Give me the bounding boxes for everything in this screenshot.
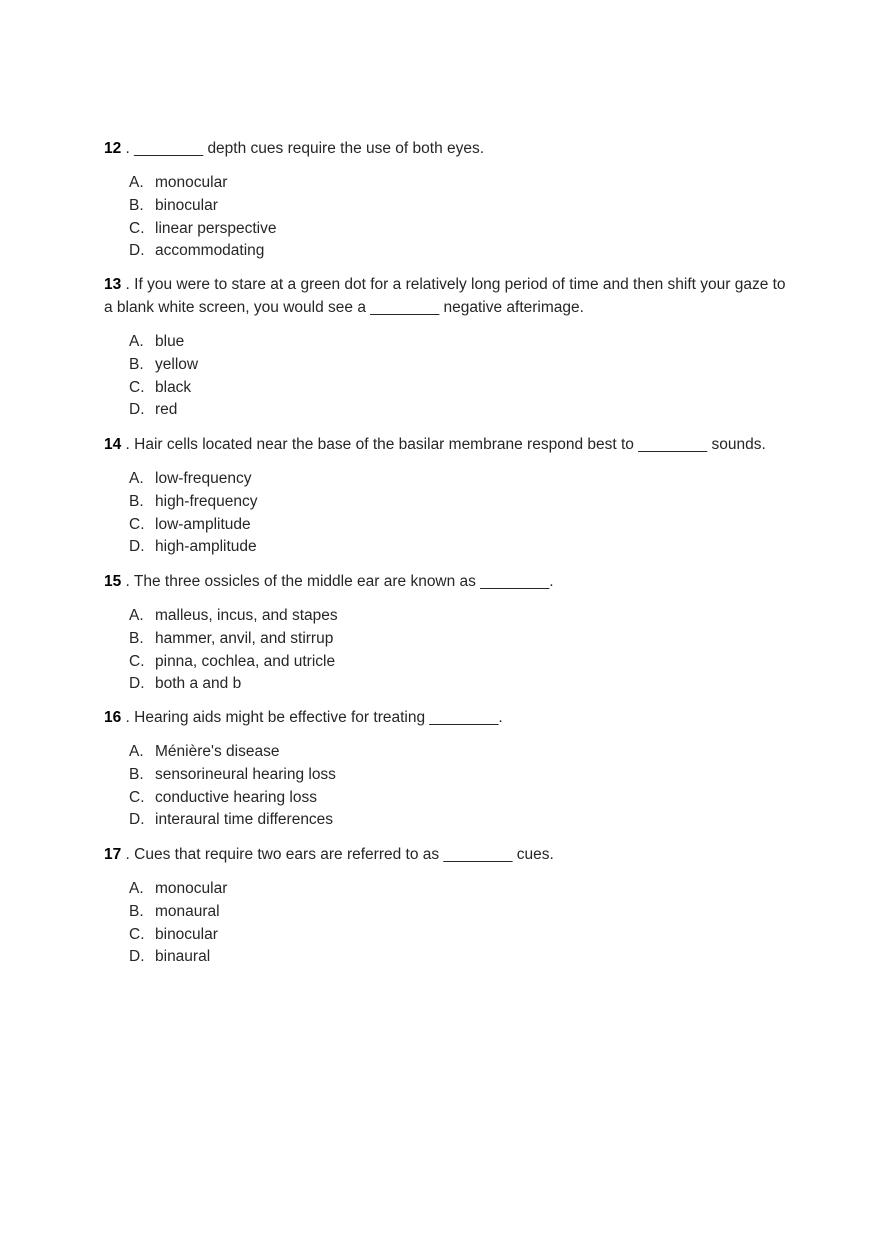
answer-option <box>129 605 794 628</box>
option-text: high-amplitude <box>155 538 257 556</box>
answer-option <box>129 514 794 537</box>
question-stem <box>104 706 794 729</box>
answer-option <box>129 924 794 947</box>
question-stem <box>104 433 794 456</box>
answer-options <box>104 741 794 832</box>
option-letter: C. <box>129 515 145 533</box>
question-15 <box>104 570 794 696</box>
answer-option <box>129 946 794 969</box>
option-text: hammer, anvil, and stirrup <box>155 629 334 647</box>
option-letter: A. <box>129 470 144 487</box>
option-letter: C. <box>129 925 145 943</box>
option-text: binaural <box>155 948 211 966</box>
question-stem <box>104 137 794 160</box>
answer-option <box>129 651 794 674</box>
question-text: Cues that require two ears are referred to as ________ cues. <box>134 846 554 863</box>
question-stem <box>104 570 794 593</box>
question-separator: . <box>121 436 135 453</box>
option-text: red <box>155 401 178 419</box>
question-number: 12 <box>104 140 122 157</box>
answer-option <box>129 195 794 218</box>
answer-option <box>129 809 794 832</box>
question-separator: . <box>121 846 135 863</box>
answer-option <box>129 491 794 514</box>
option-letter: C. <box>129 788 145 806</box>
question-number: 17 <box>104 846 122 863</box>
option-text: yellow <box>155 355 199 373</box>
answer-option <box>129 399 794 422</box>
question-separator: . <box>121 276 135 293</box>
question-separator: . <box>121 709 135 726</box>
answer-option <box>129 673 794 696</box>
option-letter: D. <box>129 675 145 693</box>
option-text: conductive hearing loss <box>155 788 317 806</box>
answer-option <box>129 764 794 787</box>
question-16 <box>104 706 794 832</box>
option-text: accommodating <box>155 242 265 260</box>
option-letter: A. <box>129 880 144 897</box>
option-letter: D. <box>129 948 145 966</box>
answer-option <box>129 878 794 901</box>
question-text: Hearing aids might be effective for treating ________. <box>134 709 503 726</box>
option-text: monocular <box>155 880 228 897</box>
answer-option <box>129 468 794 491</box>
question-number: 13 <box>104 276 122 293</box>
answer-options <box>104 605 794 696</box>
question-separator: . <box>121 573 134 590</box>
option-letter: D. <box>129 538 145 556</box>
option-text: both a and b <box>155 675 242 693</box>
option-text: high-frequency <box>155 492 258 510</box>
option-letter: B. <box>129 902 144 920</box>
option-text: binocular <box>155 196 218 214</box>
option-text: low-amplitude <box>155 515 251 533</box>
option-letter: B. <box>129 492 144 510</box>
option-letter: A. <box>129 174 144 191</box>
answer-option <box>129 741 794 764</box>
option-letter: C. <box>129 378 145 396</box>
option-text: blue <box>155 333 185 350</box>
option-letter: D. <box>129 811 145 829</box>
answer-options <box>104 878 794 969</box>
option-text: monocular <box>155 174 228 191</box>
option-letter: D. <box>129 401 145 419</box>
option-letter: B. <box>129 355 144 373</box>
question-13 <box>104 273 794 422</box>
option-text: sensorineural hearing loss <box>155 765 336 783</box>
question-text: If you were to stare at a green dot for a relatively long period of time and then shift your gaze to a blank white screen, you would see a ________ negative afterimage. <box>104 276 786 316</box>
question-text: The three ossicles of the middle ear are known as ________. <box>133 573 554 590</box>
option-letter: A. <box>129 607 144 624</box>
question-stem <box>104 273 794 319</box>
question-12 <box>104 137 794 263</box>
option-letter: C. <box>129 652 145 670</box>
answer-option <box>129 536 794 559</box>
option-text: linear perspective <box>155 219 277 237</box>
option-letter: B. <box>129 765 144 783</box>
question-14 <box>104 433 794 559</box>
option-letter: C. <box>129 219 145 237</box>
option-text: pinna, cochlea, and utricle <box>155 652 336 670</box>
option-letter: B. <box>129 629 144 647</box>
question-number: 14 <box>104 436 122 453</box>
answer-option <box>129 172 794 195</box>
option-text: binocular <box>155 925 218 943</box>
answer-options <box>104 172 794 263</box>
option-text: black <box>155 378 192 396</box>
answer-option <box>129 354 794 377</box>
question-number: 15 <box>104 573 122 590</box>
option-text: monaural <box>155 902 220 920</box>
option-text: low-frequency <box>155 470 252 487</box>
question-separator: . <box>121 140 135 157</box>
option-letter: A. <box>129 333 144 350</box>
question-text: ________ depth cues require the use of both eyes. <box>134 140 485 157</box>
answer-option <box>129 331 794 354</box>
option-letter: B. <box>129 196 144 214</box>
answer-option <box>129 218 794 241</box>
option-letter: D. <box>129 242 145 260</box>
question-number: 16 <box>104 709 122 726</box>
answer-option <box>129 377 794 400</box>
answer-options <box>104 331 794 422</box>
answer-option <box>129 240 794 263</box>
option-text: malleus, incus, and stapes <box>155 607 338 624</box>
question-stem <box>104 843 794 866</box>
option-letter: A. <box>129 743 144 760</box>
question-17 <box>104 843 794 969</box>
question-text: Hair cells located near the base of the basilar membrane respond best to ________ sounds. <box>134 436 766 453</box>
option-text: Ménière's disease <box>155 743 280 760</box>
option-text: interaural time differences <box>155 811 334 829</box>
answer-options <box>104 468 794 559</box>
answer-option <box>129 787 794 810</box>
answer-option <box>129 628 794 651</box>
answer-option <box>129 901 794 924</box>
